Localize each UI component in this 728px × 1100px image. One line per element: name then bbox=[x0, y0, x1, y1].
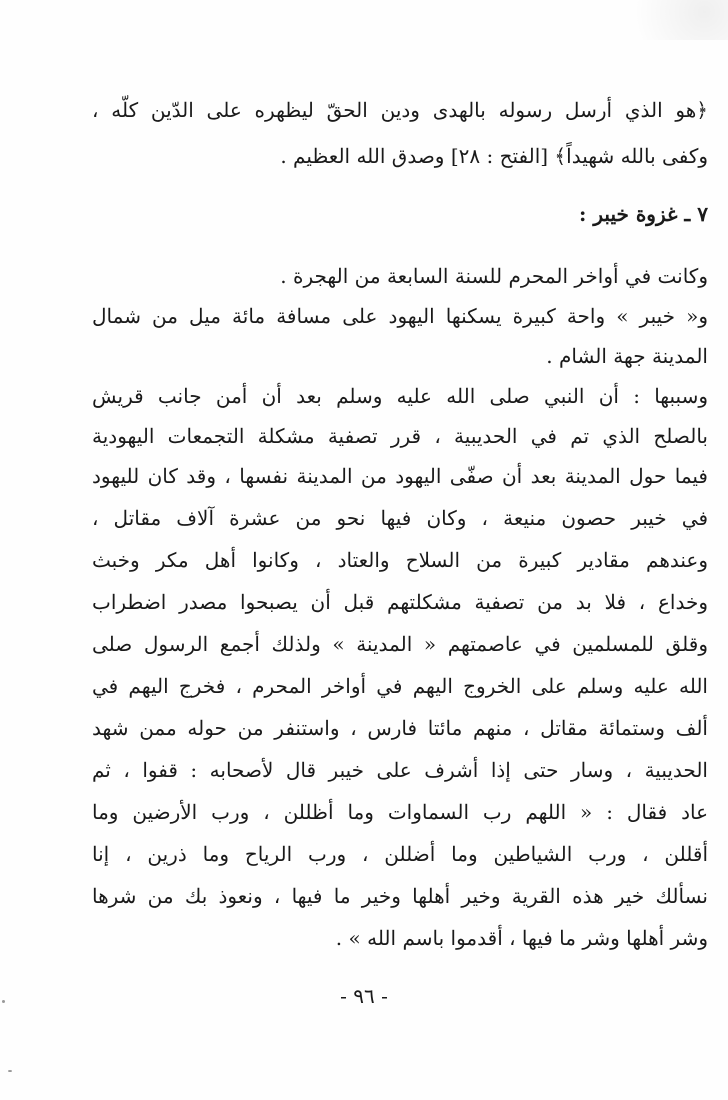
scan-speck bbox=[2, 1000, 5, 1003]
scan-noise bbox=[608, 0, 728, 40]
body-line: وخداع ، فلا بد من تصفية مشكلتهم قبل أن يصبحوا مصدر اضطراب bbox=[92, 590, 708, 614]
body-line: الله عليه وسلم على الخروج اليهم في أواخر المحرم ، فخرج اليهم في bbox=[92, 674, 708, 698]
quran-verse-line-2: وكفى بالله شهيداً﴾ [الفتح : ٢٨] وصدق الله العظيم . bbox=[280, 144, 708, 168]
body-line: في خيبر حصون منيعة ، وكان فيها نحو من عشرة آلاف مقاتل ، bbox=[92, 506, 708, 530]
body-line: وقلق للمسلمين في عاصمتهم « المدينة » ولذلك أجمع الرسول صلى bbox=[92, 632, 708, 656]
scan-speck bbox=[8, 1070, 12, 1072]
body-line: نسألك خير هذه القرية وخير أهلها وخير ما فيها ، ونعوذ بك من شرها bbox=[92, 884, 708, 908]
body-line: عاد فقال : « اللهم رب السماوات وما أظللن ، ورب الأرضين وما bbox=[92, 800, 708, 824]
body-line: أقللن ، ورب الشياطين وما أضللن ، ورب الرياح وما ذرين ، إنا bbox=[92, 842, 708, 866]
paragraph-khaybar-line-1: و« خيبر » واحة كبيرة يسكنها اليهود على مسافة مائة ميل من شمال bbox=[92, 304, 708, 328]
body-line: ألف وستمائة مقاتل ، منهم مائتا فارس ، واستنفر من حوله ممن شهد bbox=[92, 716, 708, 740]
body-line: وسببها : أن النبي صلى الله عليه وسلم بعد أن أمن جانب قريش bbox=[92, 384, 708, 408]
body-line: الحديبية ، وسار حتى إذا أشرف على خيبر قال لأصحابه : قفوا ، ثم bbox=[92, 758, 708, 782]
body-line: بالصلح الذي تم في الحديبية ، قرر تصفية مشكلة التجمعات اليهودية bbox=[92, 424, 708, 448]
body-line: وعندهم مقادير كبيرة من السلاح والعتاد ، وكانوا أهل مكر وخبث bbox=[92, 548, 708, 572]
page-number: - ٩٦ - bbox=[340, 984, 388, 1008]
section-heading: ٧ ـ غزوة خيبر : bbox=[579, 202, 708, 226]
body-line: فيما حول المدينة بعد أن صفّى اليهود من المدينة نفسها ، وقد كان لليهود bbox=[92, 464, 708, 488]
paragraph-khaybar-line-2: المدينة جهة الشام . bbox=[546, 344, 708, 368]
paragraph-date: وكانت في أواخر المحرم للسنة السابعة من الهجرة . bbox=[280, 264, 708, 288]
quran-verse-line-1: ﴿هو الذي أرسل رسوله بالهدى ودين الحقّ ليظهره على الدّين كلّه ، bbox=[92, 98, 708, 122]
body-line: وشر أهلها وشر ما فيها ، أقدموا باسم الله » . bbox=[335, 926, 708, 950]
